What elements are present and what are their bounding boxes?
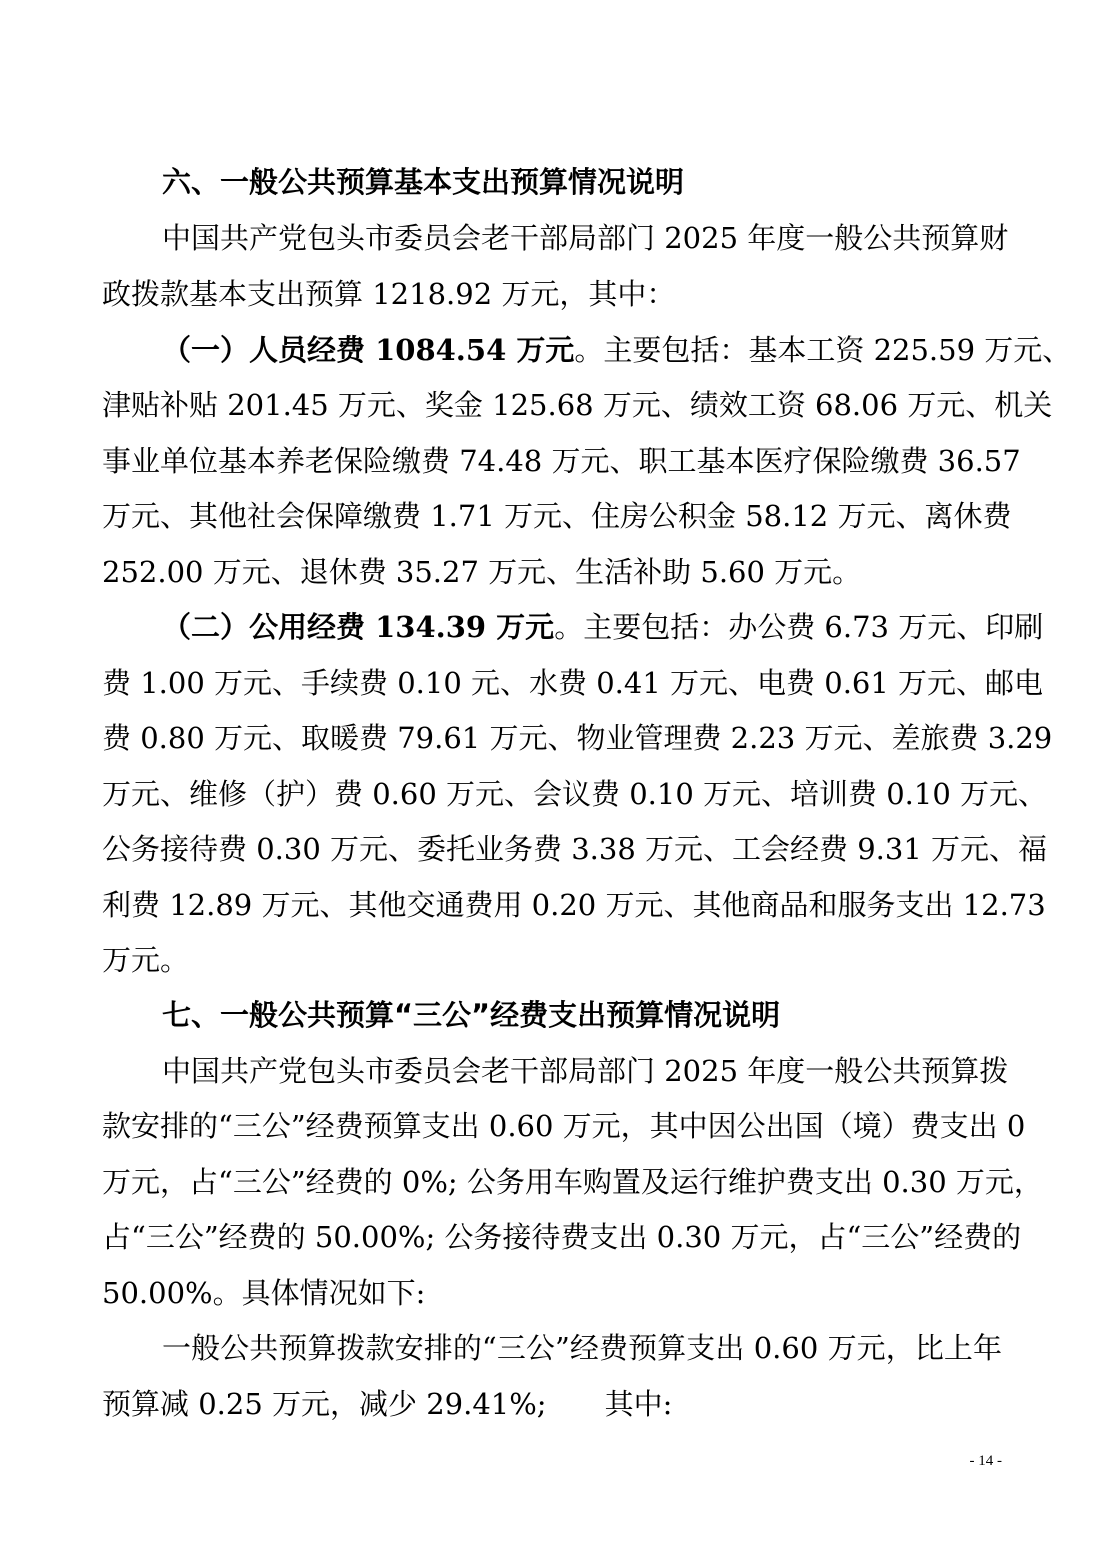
personnel-expense-line-3: 事业单位基本养老保险缴费 74.48 万元、职工基本医疗保险缴费 36.57	[102, 444, 1021, 478]
section-7-heading: 七、一般公共预算“三公”经费支出预算情况说明	[162, 998, 781, 1032]
three-public-paragraph-line-4: 占“三公”经费的 50.00%; 公务接待费支出 0.30 万元，占“三公”经费的	[102, 1220, 1022, 1254]
personnel-expense-line-4: 万元、其他社会保障缴费 1.71 万元、住房公积金 58.12 万元、离休费	[102, 499, 1012, 533]
three-public-paragraph-line-5: 50.00%。具体情况如下:	[102, 1276, 426, 1310]
comparison-paragraph-line-1: 一般公共预算拨款安排的“三公”经费预算支出 0.60 万元，比上年	[162, 1331, 1002, 1365]
comparison-paragraph-line-2: 预算减 0.25 万元，减少 29.41%; 其中:	[102, 1387, 673, 1421]
public-expense-text: 。主要包括：办公费 6.73 万元、印刷	[554, 610, 1044, 644]
section-6-intro-line-2: 政拨款基本支出预算 1218.92 万元，其中：	[102, 277, 676, 311]
public-expense-line-2: 费 1.00 万元、手续费 0.10 元、水费 0.41 万元、电费 0.61 万元、邮电	[102, 666, 1044, 700]
public-expense-line-6: 利费 12.89 万元、其他交通费用 0.20 万元、其他商品和服务支出 12.73	[102, 888, 1046, 922]
public-expense-label: （二）公用经费 134.39 万元	[162, 610, 555, 644]
personnel-expense-line-1	[162, 333, 1072, 367]
three-public-paragraph-line-3: 万元，占“三公”经费的 0%; 公务用车购置及运行维护费支出 0.30 万元，	[102, 1165, 1043, 1199]
public-expense-line-3: 费 0.80 万元、取暖费 79.61 万元、物业管理费 2.23 万元、差旅费 3.29	[102, 721, 1053, 755]
personnel-expense-label: （一）人员经费 1084.54 万元	[162, 333, 575, 367]
personnel-expense-text: 。主要包括：基本工资 225.59 万元、	[574, 333, 1072, 367]
section-6-heading: 六、一般公共预算基本支出预算情况说明	[162, 165, 685, 199]
personnel-expense-line-2: 津贴补贴 201.45 万元、奖金 125.68 万元、绩效工资 68.06 万元、机关	[102, 388, 1053, 422]
public-expense-line-1	[162, 610, 1044, 644]
public-expense-line-5: 公务接待费 0.30 万元、委托业务费 3.38 万元、工会经费 9.31 万元、福	[102, 832, 1048, 866]
public-expense-line-7: 万元。	[102, 943, 190, 977]
page-number: - 14 -	[969, 1453, 1002, 1469]
personnel-expense-line-5: 252.00 万元、退休费 35.27 万元、生活补助 5.60 万元。	[102, 555, 862, 589]
three-public-paragraph-line-2: 款安排的“三公”经费预算支出 0.60 万元，其中因公出国（境）费支出 0	[102, 1109, 1026, 1143]
public-expense-line-4: 万元、维修（护）费 0.60 万元、会议费 0.10 万元、培训费 0.10 万元、	[102, 777, 1048, 811]
section-6-intro-line-1: 中国共产党包头市委员会老干部局部门 2025 年度一般公共预算财	[162, 221, 1009, 255]
three-public-paragraph-line-1: 中国共产党包头市委员会老干部局部门 2025 年度一般公共预算拨	[162, 1054, 1009, 1088]
